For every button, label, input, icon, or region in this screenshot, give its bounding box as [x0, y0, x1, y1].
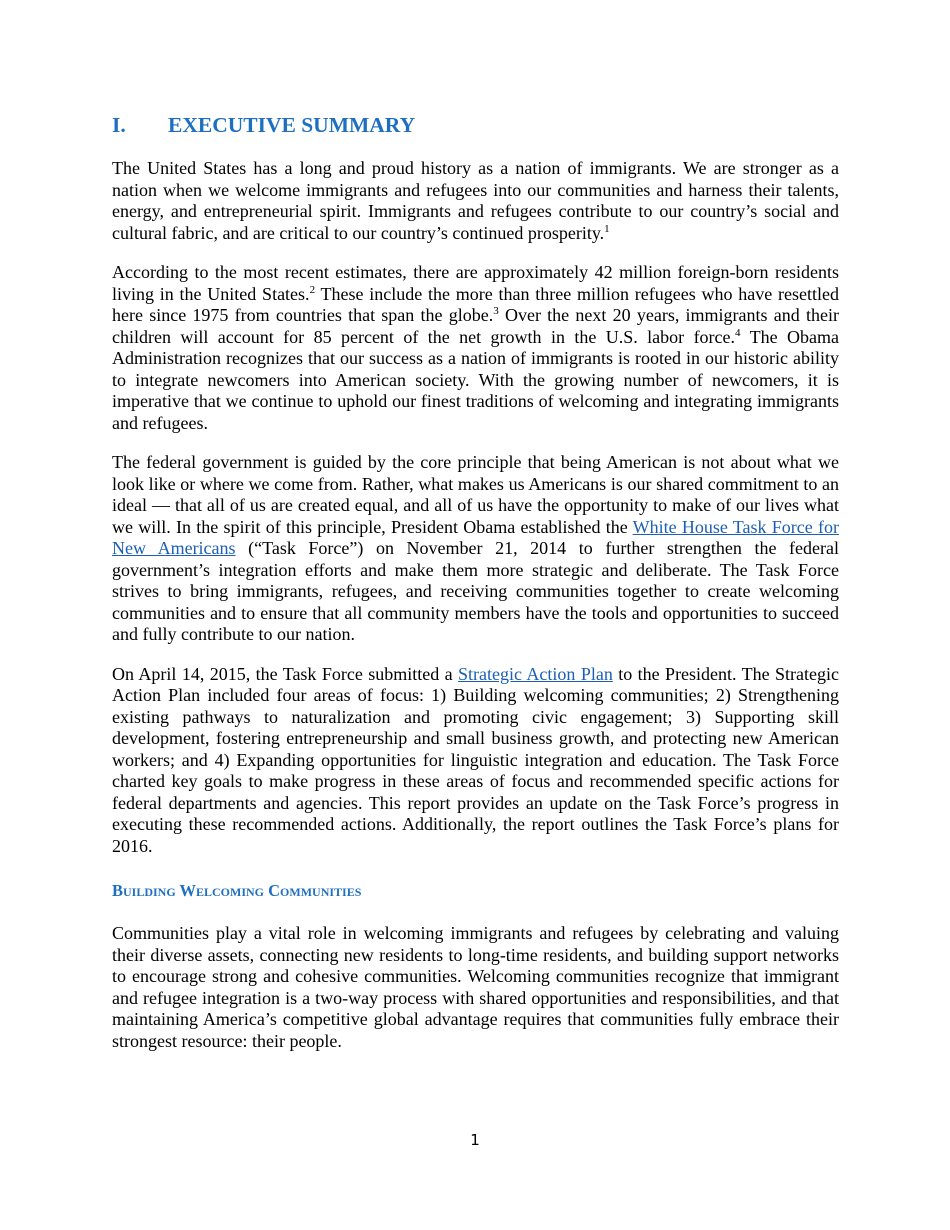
task-force-link[interactable]: White House Task Force for New Americans: [112, 516, 839, 558]
section-number: I.: [112, 113, 126, 137]
paragraph-3: [112, 452, 839, 646]
page-number: 1: [470, 1131, 480, 1149]
paragraph-1: [112, 158, 839, 244]
strategic-action-plan-link[interactable]: Strategic Action Plan: [458, 663, 613, 684]
paragraph-4: [112, 664, 839, 858]
paragraph-3-text-a: The federal government is guided by the core principle that being American is not about what we look like or where we come from. Rather, what makes us Americans is our shared commitment to an ideal — that all of us are created equal, and all of us have the opportunity to make of our lives what we will. In the spirit of this principle, President Obama established the: [112, 452, 839, 537]
document-page: [112, 110, 839, 1070]
paragraph-4-text-a: On April 14, 2015, the Task Force submitted a: [112, 663, 459, 684]
paragraph-4-text-b: to the President. The Strategic Action Plan included four areas of focus: 1) Building welcoming communities; 2) Strengthening existing pathways to naturalization and promoting civic engagement; 3) Supporting skill development, fostering entrepreneurship and small business growth, and protecting new American workers; and 4) Expanding opportunities for linguistic integration and education. The Task Force charted key goals to make progress in these areas of focus and recommended specific actions for federal departments and agencies. This report provides an update on the Task Force’s progress in executing these recommended actions. Additionally, the report outlines the Task Force’s plans for 2016.: [112, 663, 839, 856]
footnote-ref-2[interactable]: 2: [309, 283, 316, 296]
footnote-ref-3[interactable]: 3: [493, 305, 499, 317]
paragraph-5-text: Communities play a vital role in welcoming immigrants and refugees by celebrating and valuing their diverse assets, connecting new residents to long-time residents, and building support networks to encourage strong and cohesive communities. Welcoming communities recognize that immigrant and refugee integration is a two-way process with shared opportunities and responsibilities, and that maintaining America’s competitive global advantage requires that communities fully embrace their strongest resource: their people.: [112, 923, 839, 1051]
paragraph-3-text-b: (“Task Force”) on November 21, 2014 to further strengthen the federal government’s integration efforts and make them more strategic and deliberate. The Task Force strives to bring immigrants, refugees, and receiving communities together to create welcoming communities and to ensure that all community members have the tools and opportunities to succeed and fully contribute to our nation.: [112, 538, 839, 644]
section-title: EXECUTIVE SUMMARY: [168, 113, 416, 137]
footnote-ref-4[interactable]: 4: [735, 326, 741, 339]
paragraph-2-text-b: These include the more than three million refugees who have resettled here since 1975 from countries that span the globe.: [112, 283, 839, 325]
paragraph-2-text-a: According to the most recent estimates, there are approximately 42 million foreign-born residents living in the United States.: [112, 262, 839, 304]
section-heading: [112, 110, 839, 140]
paragraph-2-text-d: The Obama Administration recognizes that our success as a nation of immigrants is rooted in our historic ability to integrate newcomers into American society. With the growing number of newcomers, it is imperative that we continue to uphold our finest traditions of welcoming and integrating immigrants and refugees.: [112, 326, 840, 433]
paragraph-2: [112, 262, 839, 434]
footnote-ref-1[interactable]: 1: [604, 222, 610, 235]
paragraph-5: [112, 923, 839, 1052]
subsection-heading: Building Welcoming Communities: [112, 881, 362, 900]
paragraph-2-text-c: Over the next 20 years, immigrants and their children will account for 85 percent of the net growth in the U.S. labor force.: [112, 305, 839, 347]
paragraph-1-text: The United States has a long and proud history as a nation of immigrants. We are stronger as a nation when we welcome immigrants and refugees into our communities and harness their talents, energy, and entrepreneurial spirit. Immigrants and refugees contribute to our country’s social and cultural fabric, and are critical to our country’s continued prosperity.: [112, 158, 839, 243]
